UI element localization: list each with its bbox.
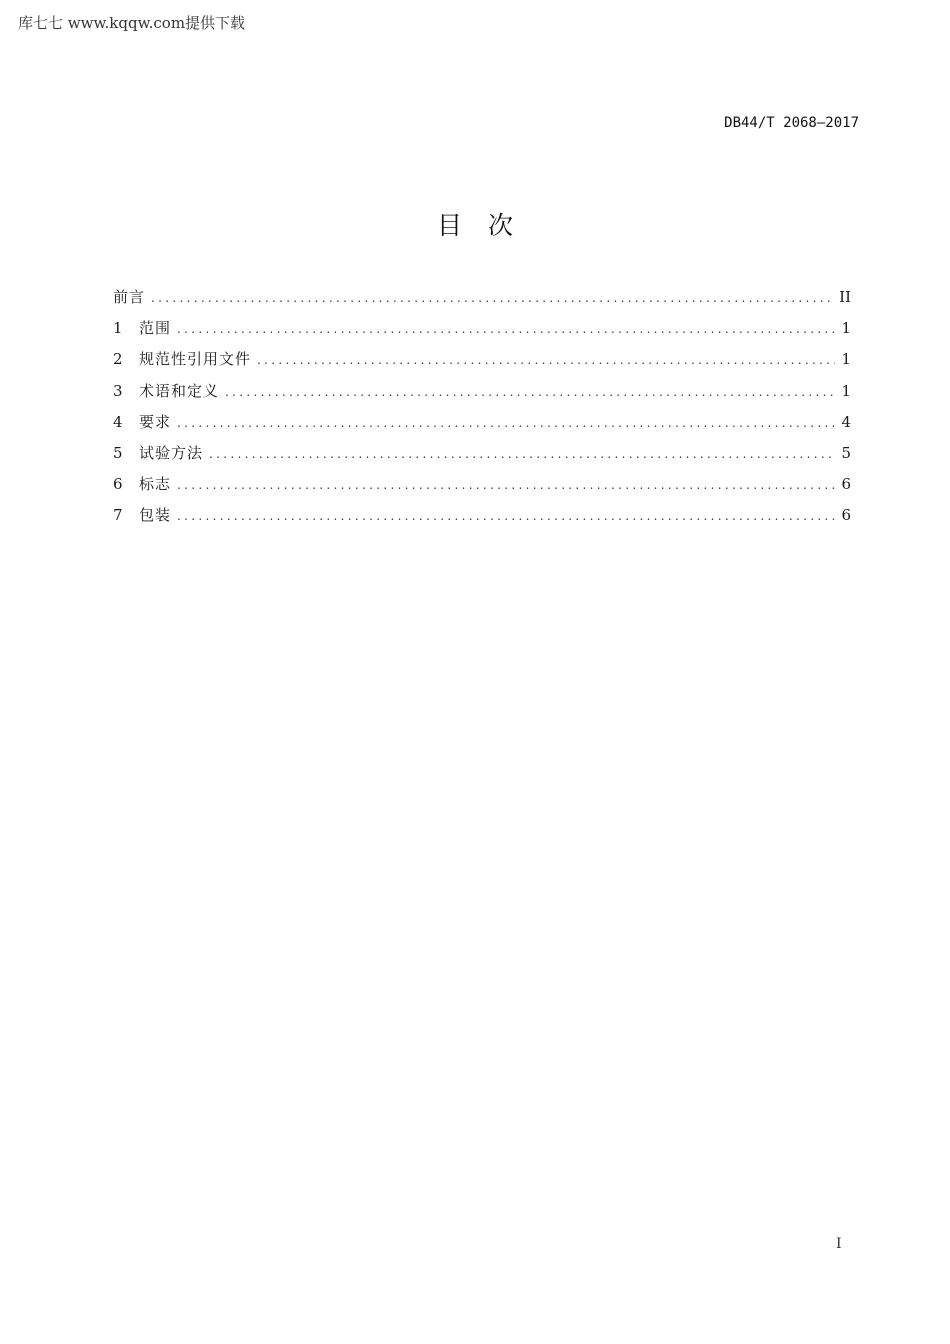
table-of-contents <box>113 286 851 536</box>
toc-leader-dots <box>177 412 835 434</box>
toc-entry-number: 5 <box>113 443 123 462</box>
toc-entry-page: 5 <box>841 443 851 462</box>
toc-entry-title: 术语和定义 <box>139 381 220 400</box>
toc-entry-2[interactable] <box>113 348 851 379</box>
toc-entry-number: 6 <box>113 475 123 494</box>
toc-entry-title: 范围 <box>139 319 172 338</box>
toc-leader-dots <box>257 349 835 371</box>
watermark-text: 库七七 www.kqqw.com提供下载 <box>18 14 246 32</box>
toc-entry-title: 规范性引用文件 <box>139 350 252 369</box>
toc-leader-dots <box>209 443 835 465</box>
toc-entry-title: 前言 <box>113 288 146 306</box>
toc-entry-3[interactable] <box>113 380 851 411</box>
toc-entry-1[interactable] <box>113 317 851 348</box>
toc-entry-page: 1 <box>841 319 851 338</box>
toc-entry-number: 1 <box>113 319 123 338</box>
toc-entry-page: 1 <box>841 350 851 369</box>
toc-leader-dots <box>225 381 835 403</box>
toc-entry-title: 要求 <box>139 412 172 431</box>
toc-entry-number: 7 <box>113 506 123 525</box>
toc-entry-number: 3 <box>113 381 123 400</box>
toc-leader-dots <box>177 318 835 340</box>
toc-leader-dots <box>177 474 835 496</box>
page-title: 目次 <box>436 211 539 240</box>
toc-entry-6[interactable] <box>113 473 851 504</box>
toc-entry-title: 试验方法 <box>139 443 204 462</box>
toc-leader-dots <box>177 505 835 527</box>
toc-entry-page: II <box>839 288 851 306</box>
toc-entry-page: 6 <box>841 506 851 525</box>
toc-entry-4[interactable] <box>113 411 851 442</box>
toc-leader-dots <box>151 287 833 309</box>
document-code: DB44/T 2068—2017 <box>724 115 859 131</box>
toc-entry-number: 4 <box>113 412 123 431</box>
toc-entry-page: 4 <box>841 412 851 431</box>
toc-entry-page: 6 <box>841 475 851 494</box>
toc-entry-5[interactable] <box>113 442 851 473</box>
toc-entry-title: 包装 <box>139 506 172 525</box>
toc-entry-foreword[interactable] <box>113 286 851 317</box>
toc-entry-number: 2 <box>113 350 123 369</box>
toc-entry-page: 1 <box>841 381 851 400</box>
page-number: I <box>836 1236 842 1252</box>
toc-entry-title: 标志 <box>139 475 172 494</box>
toc-entry-7[interactable] <box>113 504 851 535</box>
